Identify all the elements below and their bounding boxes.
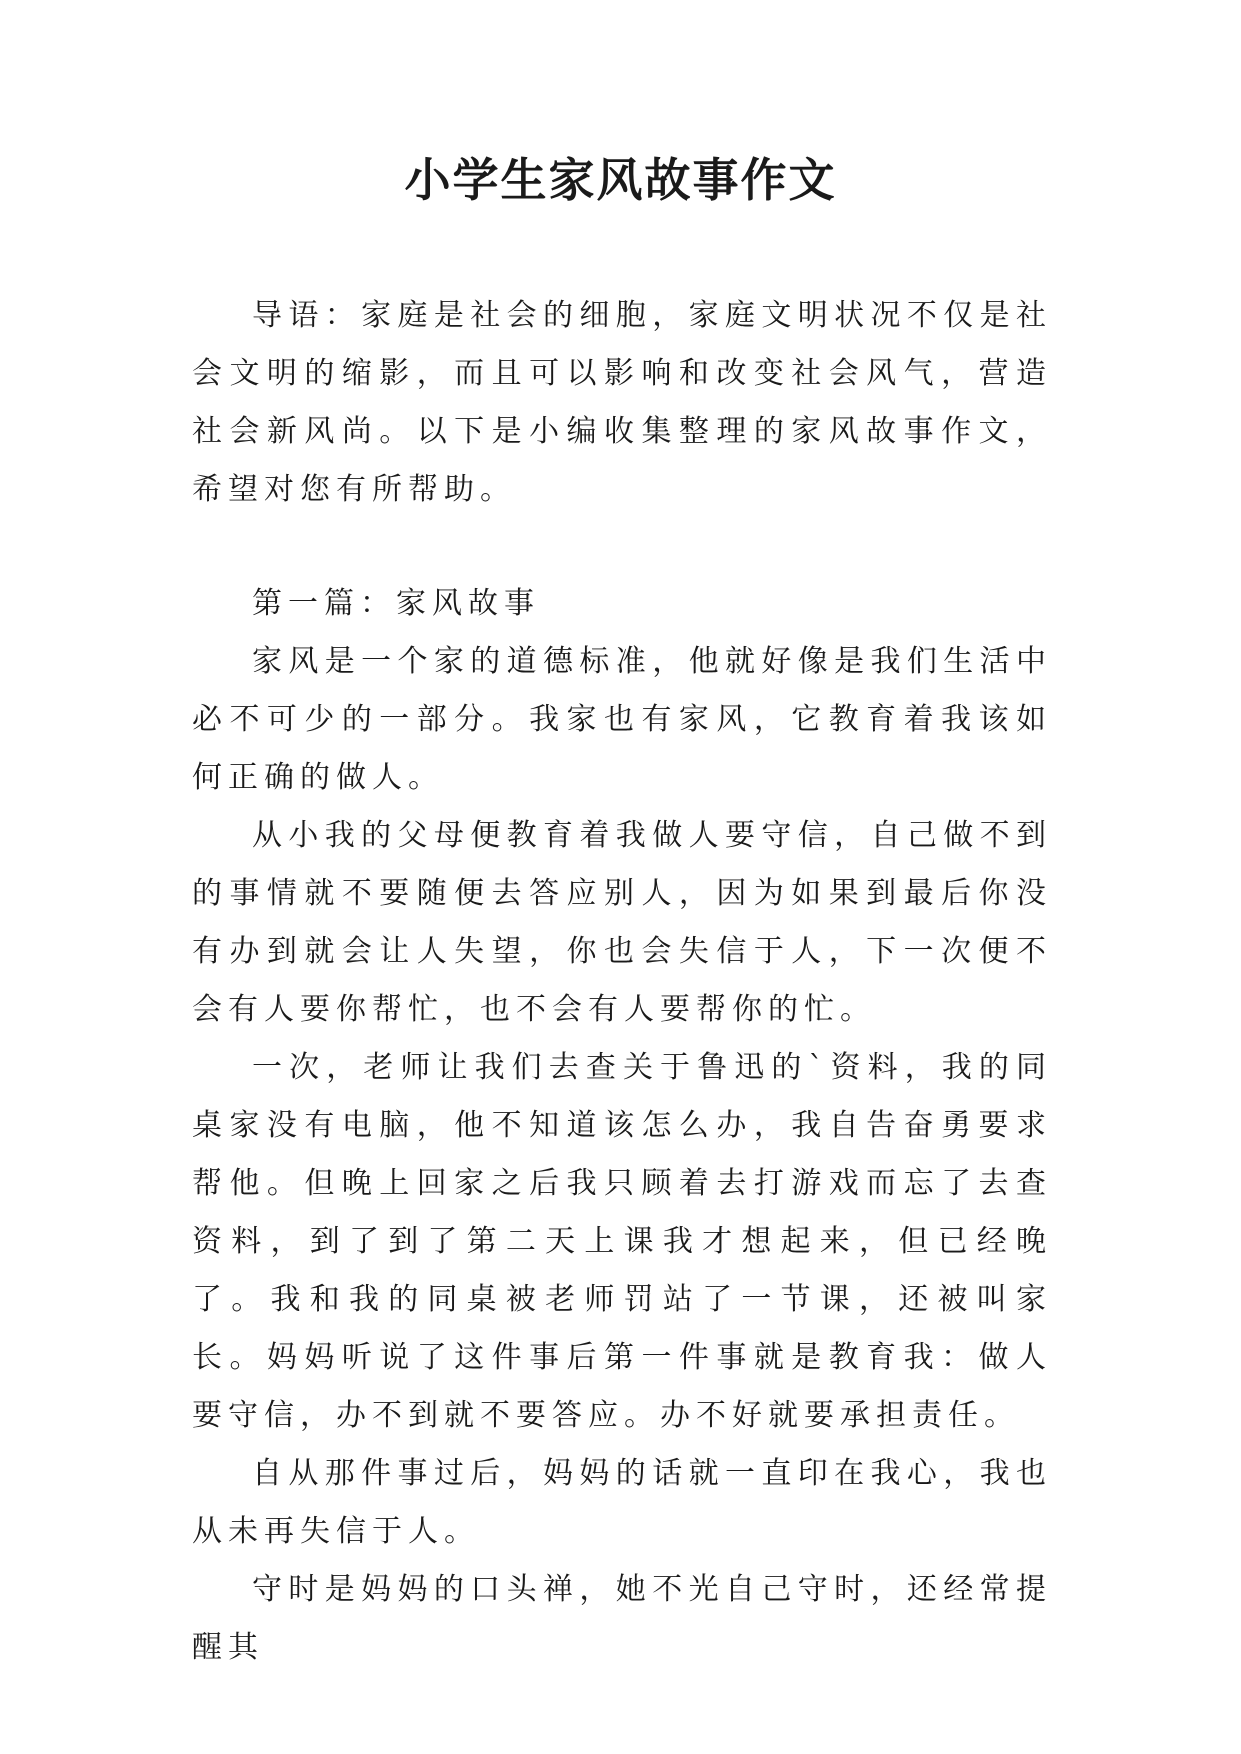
document-body — [192, 287, 1052, 1677]
intro-paragraph: 导语：家庭是社会的细胞，家庭文明状况不仅是社会文明的缩影，而且可以影响和改变社会风气，营造社会新风尚。以下是小编收集整理的家风故事作文，希望对您有所帮助。 — [192, 298, 1052, 507]
body-paragraph: 自从那件事过后，妈妈的话就一直印在我心，我也从未再失信于人。 — [192, 1456, 1052, 1549]
section-heading: 第一篇：家风故事 — [252, 586, 540, 621]
document-title: 小学生家风故事作文 — [404, 153, 837, 207]
spacer — [192, 519, 1052, 575]
body-paragraph: 一次，老师让我们去查关于鲁迅的`资料，我的同桌家没有电脑，他不知道该怎么办，我自告奋勇要求帮他。但晚上回家之后我只顾着去打游戏而忘了去查资料，到了到了第二天上课我才想起来，但已经晚了。我和我的同桌被老师罚站了一节课，还被叫家长。妈妈听说了这件事后第一件事就是教育我：做人要守信，办不到就不要答应。办不好就要承担责任。 — [192, 1050, 1052, 1433]
body-paragraph: 家风是一个家的道德标准，他就好像是我们生活中必不可少的一部分。我家也有家风，它教育着我该如何正确的做人。 — [192, 644, 1052, 795]
body-paragraph: 从小我的父母便教育着我做人要守信，自己做不到的事情就不要随便去答应别人，因为如果到最后你没有办到就会让人失望，你也会失信于人，下一次便不会有人要你帮忙，也不会有人要帮你的忙。 — [192, 818, 1052, 1027]
body-paragraph: 守时是妈妈的口头禅，她不光自己守时，还经常提醒其 — [192, 1572, 1052, 1665]
